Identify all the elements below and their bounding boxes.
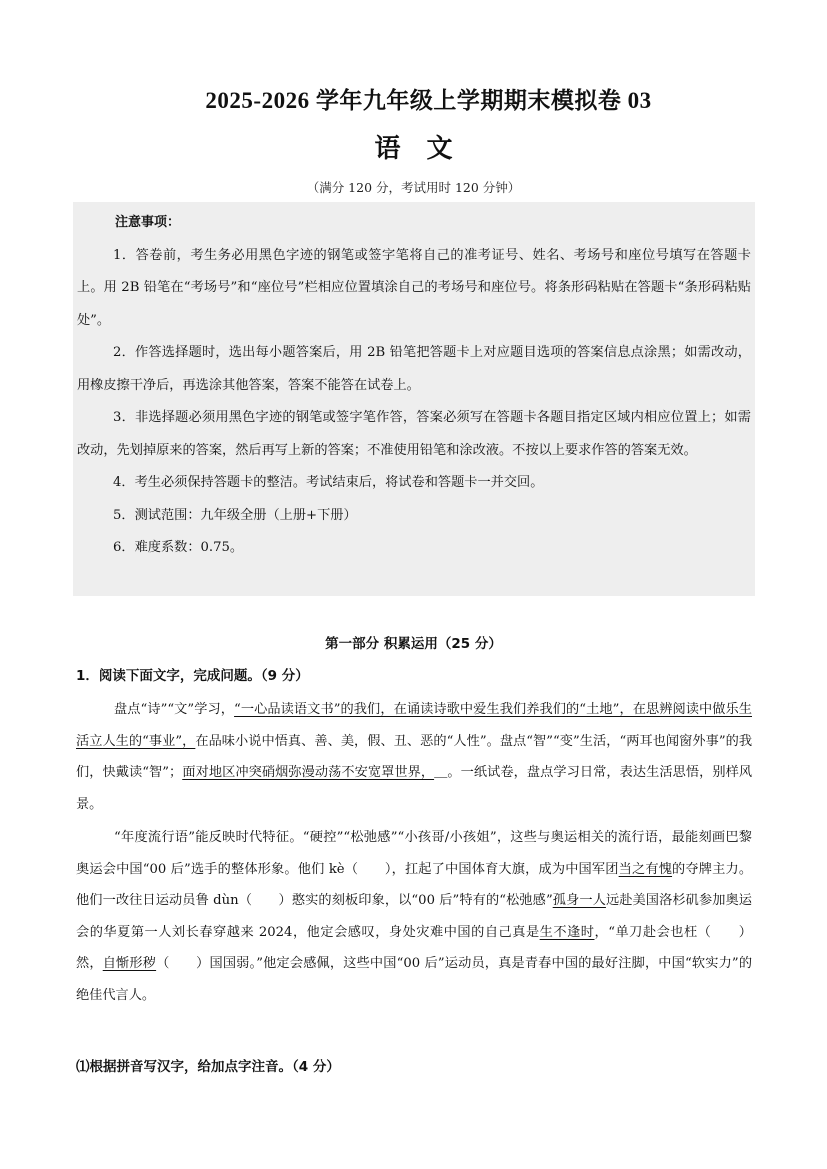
passage-paragraph [76,822,752,1011]
exam-title: 2025-2026 学年九年级上学期期末模拟卷 03 [205,88,652,113]
notice-box [73,202,755,596]
reading-passage [76,694,752,1011]
passage-text: 远赴美国洛杉矶参加奥运会的华夏第一人刘长春穿越来 2024，他定会感叹，身处灾难中国的自己真是 [76,893,752,940]
notice-item: 3．非选择题必须用黑色字迹的钢笔或签字笔作答，答案必须写在答题卡各题目指定区域内相应位置上；如需改动，先划掉原来的答案，然后再写上新的答案；不准使用铅笔和涂改液。不按以上要求作答的答案无效。 [77,410,751,458]
passage-text: ＿。一纸试卷，盘点学习日常，表达生活思悟，别样风景。 [76,765,753,812]
question-label: 1．阅读下面文字，完成问题。（9 分） [76,668,309,684]
passage-paragraph [76,694,752,820]
subject-title: 语文 [374,134,479,164]
notice-item: 2．作答选择题时，选出每小题答案后，用 2B 铅笔把答题卡上对应题目选项的答案信息点涂黑；如需改动，用橡皮擦干净后，再选涂其他答案，答案不能答在试卷上。 [77,345,751,393]
passage-text: “年度流行语”能反映时代特征。“硬控”“松弛感”“小孩哥/小孩姐”，这些与奥运相关的流行语，最能刻画巴黎奥运会中国“00 后”选手的整体形象。他们 kè（ ），扛起了中国体育大旗，成为中国军团 [76,830,752,877]
passage-text: 盘点“诗”“文”学习， [114,702,235,717]
notice-item: 6．难度系数：0.75。 [113,540,244,555]
underlined-text: “一心品读语文书”的我们，在诵读诗歌中爱生我们养我们的“土地”，在思辨阅读中做乐生活立人生的“事业”， [76,702,752,749]
notice-item: 1．答卷前，考生务必用黑色字迹的钢笔或签字笔将自己的准考证号、姓名、考场号和座位号填写在答题卡上。用 2B 铅笔在“考场号”和“座位号”栏相应位置填涂自己的考场号和座位号。将条形码粘贴在答题卡“条形码粘贴处”。 [77,247,751,328]
score-info: （满分 120 分，考试用时 120 分钟） [306,180,521,195]
underlined-text: 自惭形秽 [102,956,157,971]
notice-item: 4．考生必须保持答题卡的整洁。考试结束后，将试卷和答题卡一并交回。 [113,475,544,490]
underlined-text: 孤身一人 [552,893,606,908]
underlined-text: 面对地区冲突硝烟弥漫动荡不安宽罩世界， [182,765,435,780]
underlined-text: 生不逢时 [539,924,595,940]
passage-text: 在品味小说中悟真、善、美，假、丑、恶的“人性”。盘点“智”“变”生活，“两耳也闻窗外事”的我们，快戴读“智”； [76,733,753,780]
notice-item: 5．测试范围：九年级全册（上册+下册） [113,507,357,523]
underlined-text: 当之有愧 [618,861,673,877]
passage-text: （ ）国国弱。”他定会感佩，这些中国“00 后”运动员，真是青春中国的最好注脚，中国“软实力”的绝佳代言人。 [76,956,753,1003]
passage-text: ，“单刀赴会也枉（ ）然， [76,924,752,971]
passage-text: 的夺牌主力。他们一改往日运动员鲁 dùn（ ）憨实的刻板印象，以“00 后”特有的“松弛感” [76,861,753,908]
sub-question-label: ⑴根据拼音写汉字，给加点字注音。（4 分） [76,1059,340,1075]
notice-heading: 注意事项： [115,215,181,230]
part-heading: 第一部分 积累运用（25 分） [325,636,502,652]
